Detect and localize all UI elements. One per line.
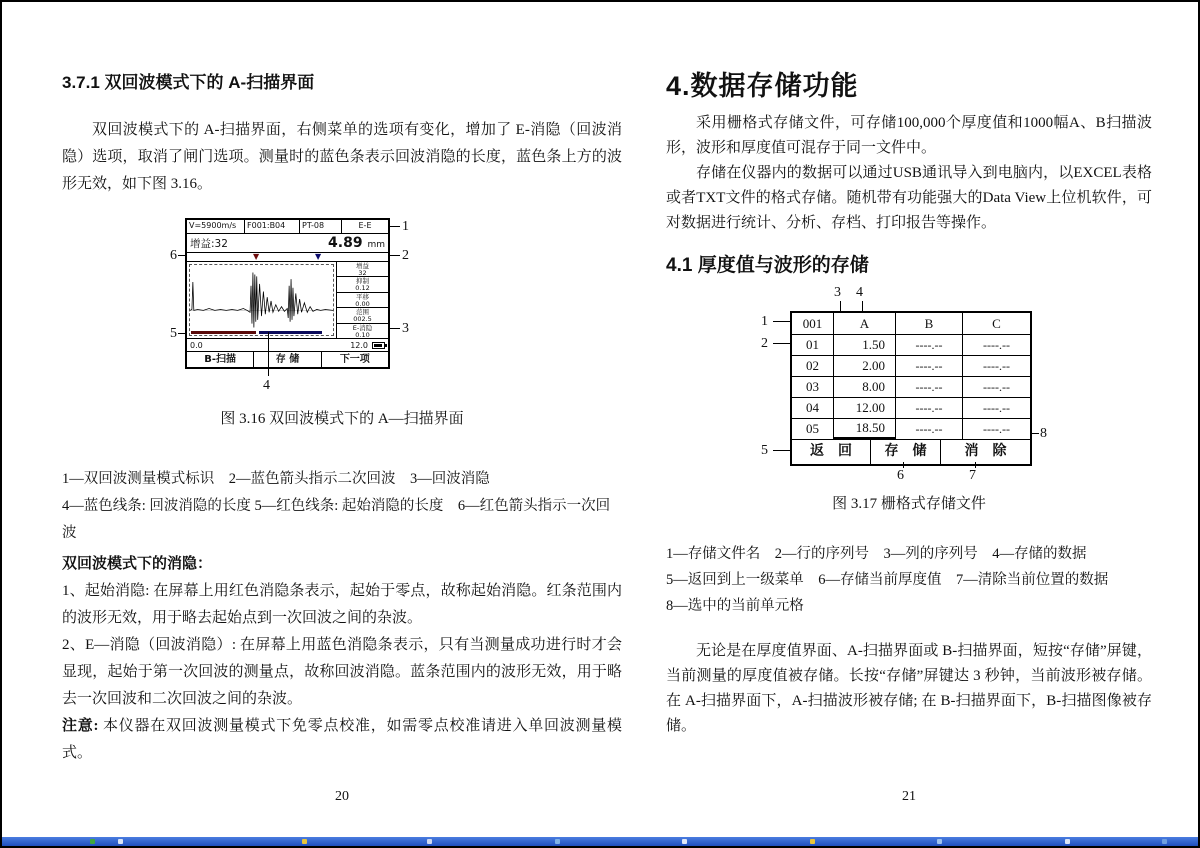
callout-3: 3 — [834, 285, 841, 300]
empty-cell: ----.-- — [963, 377, 1030, 398]
thickness-value: 4.89 — [328, 235, 363, 251]
thickness-cell: 12.00 — [834, 398, 896, 419]
callout-line — [840, 301, 841, 311]
scale-max: 12.0 — [350, 340, 368, 350]
scale-row — [187, 338, 388, 351]
taskbar-icon[interactable] — [1162, 839, 1167, 844]
column-header-c: C — [963, 313, 1030, 335]
start-blanking-bar — [191, 331, 255, 334]
subsection-heading: 双回波模式下的消隐： — [62, 556, 213, 572]
empty-cell: ----.-- — [963, 335, 1030, 356]
callout-line — [975, 462, 976, 468]
table-row — [792, 398, 1030, 419]
softkey-store: 存 储 — [871, 440, 941, 464]
menu-label: 抑制 — [356, 277, 369, 286]
callout-line — [773, 450, 790, 451]
callout-6: 6 — [170, 248, 177, 263]
manual-page-left — [62, 58, 622, 767]
row-number: 03 — [792, 377, 834, 398]
echo-marker-row — [187, 253, 388, 262]
callout-5: 5 — [761, 443, 768, 458]
row-number: 04 — [792, 398, 834, 419]
callout-line — [178, 255, 185, 256]
softkey-menu — [187, 351, 388, 367]
menu-value: 0.12 — [355, 284, 370, 293]
paragraph-note — [62, 713, 622, 767]
taskbar-icon[interactable] — [810, 839, 815, 844]
gauge-screen — [185, 218, 390, 369]
callout-line — [903, 462, 904, 468]
waveform-main-area — [187, 262, 388, 338]
file-readout: F001:B04 — [245, 220, 300, 233]
callout-1: 1 — [402, 219, 409, 234]
softkey-bscan: B-扫描 — [187, 352, 254, 367]
row-number: 02 — [792, 356, 834, 377]
gauge-status-bar — [187, 220, 388, 234]
menu-value: 0.10 — [355, 330, 370, 339]
callout-8: 8 — [1040, 426, 1047, 441]
taskbar-icon[interactable] — [937, 839, 942, 844]
callout-line — [390, 226, 400, 227]
figure-legend-line1: 1—双回波测量模式标识 2—蓝色箭头指示二次回波 3—回波消隐 — [62, 471, 490, 487]
menu-item-shift — [337, 293, 388, 308]
thickness-readout — [328, 235, 385, 251]
section-heading-41: 4.1 厚度值与波形的存储 — [666, 255, 869, 276]
callout-line — [1032, 433, 1039, 434]
taskbar — [2, 837, 1198, 846]
thickness-cell: 1.50 — [834, 335, 896, 356]
thickness-cell: 8.00 — [834, 377, 896, 398]
row-number: 01 — [792, 335, 834, 356]
mode-readout: E-E — [358, 221, 372, 230]
paragraph-item2: 2、E—消隐（回波消隐）: 在屏幕上用蓝色消隐条表示，只有当测量成功进行时才会显现，起始于第一次回波的测量点，故称回波消隐。蓝条范围内的波形无效，用于略去一次回波和二次回波之间的杂波。 — [62, 637, 622, 707]
empty-cell: ----.-- — [963, 419, 1030, 440]
storage-table-header — [792, 313, 1030, 335]
callout-5: 5 — [170, 326, 177, 341]
table-row — [792, 335, 1030, 356]
paragraph-item1: 1、起始消隐: 在屏幕上用红色消隐条表示，起始于零点，故称起始消隐。红条范围内的波形无效，用于略去起始点到一次回波之间的杂波。 — [62, 583, 622, 626]
thickness-unit: mm — [367, 240, 385, 250]
thickness-cell: 2.00 — [834, 356, 896, 377]
velocity-readout: V=5900m/s — [187, 220, 245, 233]
file-name-cell: 001 — [792, 313, 834, 335]
page-number-right: 21 — [902, 789, 916, 804]
table-row — [792, 356, 1030, 377]
menu-item-eblank — [337, 324, 388, 338]
menu-label: 范围 — [356, 308, 369, 317]
paragraph-storage1: 采用栅格式存储文件，可存储100,000个厚度值和1000幅A、B扫描波形，波形和厚度值可混存于同一文件中。 — [666, 115, 1152, 156]
callout-7: 7 — [969, 468, 976, 483]
gauge-side-menu — [336, 262, 388, 338]
selected-cell: 18.50 — [834, 419, 896, 440]
paragraph-storage3: 无论是在厚度值界面、A-扫描界面或 B-扫描界面，短按“存储”屏键，当前测量的厚度值被存储。长按“存储”屏键达 3 秒钟，当前波形被存储。在 A-扫描界面下，A-扫描波形被存储; 在 B-扫描界面下，B-扫描图像被存储。 — [666, 643, 1152, 734]
menu-label: 增益 — [356, 262, 369, 270]
scale-min: 0.0 — [190, 340, 203, 350]
gauge-reading-row — [187, 234, 388, 253]
menu-item-gain — [337, 262, 388, 277]
empty-cell: ----.-- — [896, 356, 963, 377]
table-row — [792, 419, 1030, 440]
storage-table — [790, 311, 1032, 466]
callout-line — [862, 301, 863, 311]
menu-label: E-消隐 — [352, 323, 373, 332]
figure-caption: 图 3.16 双回波模式下的 A—扫描界面 — [220, 411, 464, 427]
menu-value: 32 — [358, 269, 367, 277]
callout-3: 3 — [402, 321, 409, 336]
second-echo-arrow-icon: ▼ — [315, 252, 322, 261]
taskbar-icon[interactable] — [302, 839, 307, 844]
note-label: 注意: — [62, 718, 103, 734]
figure-storage-grid — [666, 287, 1152, 489]
section-heading: 3.7.1 双回波模式下的 A-扫描界面 — [62, 73, 315, 92]
figure-legend-line3: 8—选中的当前单元格 — [666, 598, 804, 614]
callout-6: 6 — [897, 468, 904, 483]
empty-cell: ----.-- — [963, 398, 1030, 419]
row-number: 05 — [792, 419, 834, 440]
softkey-back: 返 回 — [792, 440, 871, 464]
callout-line — [773, 343, 790, 344]
empty-cell: ----.-- — [896, 398, 963, 419]
figure-legend-line2: 4—蓝色线条: 回波消隐的长度 5—红色线条: 起始消隐的长度 6—红色箭头指示一次回波 — [62, 498, 611, 541]
column-header-b: B — [896, 313, 963, 335]
taskbar-icon[interactable] — [427, 839, 432, 844]
storage-softkeys — [792, 440, 1030, 464]
empty-cell: ----.-- — [896, 335, 963, 356]
softkey-delete: 消 除 — [964, 444, 1007, 459]
taskbar-icon[interactable] — [555, 839, 560, 844]
note-text: 本仪器在双回波测量模式下免零点校准，如需零点校准请进入单回波测量模式。 — [62, 718, 622, 761]
figure-ascan-screen — [62, 218, 622, 396]
gain-readout: 增益:32 — [190, 237, 228, 250]
callout-line — [268, 332, 269, 376]
callout-2: 2 — [761, 336, 768, 351]
empty-cell: ----.-- — [896, 377, 963, 398]
taskbar-icon[interactable] — [682, 839, 687, 844]
figure-caption: 图 3.17 栅格式存储文件 — [832, 496, 986, 512]
figure-legend-line2: 5—返回到上一级菜单 6—存储当前厚度值 7—清除当前位置的数据 — [666, 572, 1109, 588]
scale-max-group — [350, 341, 385, 350]
softkey-next: 下一项 — [339, 354, 370, 365]
paragraph-storage2: 存储在仪器内的数据可以通过USB通讯导入到电脑内，以EXCEL表格或者TXT文件的格式存储。随机带有功能强大的Data View上位机软件，可对数据进行统计、分析、存档、打印报告等操作。 — [666, 165, 1152, 231]
manual-page-right — [666, 58, 1152, 739]
taskbar-icon[interactable] — [90, 839, 95, 844]
menu-label: 平移 — [356, 292, 369, 301]
menu-value: 002.5 — [353, 315, 372, 324]
callout-line — [178, 333, 185, 334]
figure-legend-line1: 1—存储文件名 2—行的序列号 3—列的序列号 4—存储的数据 — [666, 546, 1087, 562]
column-header-a: A — [834, 313, 896, 335]
softkey-save: 存 储 — [254, 352, 321, 367]
menu-item-range — [337, 308, 388, 323]
table-row — [792, 377, 1030, 398]
callout-1: 1 — [761, 314, 768, 329]
callout-2: 2 — [402, 248, 409, 263]
callout-4: 4 — [263, 378, 270, 393]
battery-icon — [372, 342, 385, 349]
paragraph-intro: 双回波模式下的 A-扫描界面，右侧菜单的选项有变化，增加了 E-消隐（回波消隐）选项，取消了闸门选项。测量时的蓝色条表示回波消隐的长度，蓝色条上方的波形无效，如下图 3.16。 — [62, 122, 622, 192]
empty-cell: ----.-- — [896, 419, 963, 440]
callout-4: 4 — [856, 285, 863, 300]
empty-cell: ----.-- — [963, 356, 1030, 377]
first-echo-arrow-icon: ▼ — [253, 252, 260, 261]
taskbar-icon[interactable] — [118, 839, 123, 844]
menu-value: 0.00 — [355, 299, 370, 308]
taskbar-icon[interactable] — [1065, 839, 1070, 844]
page-number-left: 20 — [335, 789, 349, 804]
waveform-plot — [189, 264, 334, 336]
probe-readout: PT-08 — [300, 220, 342, 233]
callout-line — [390, 255, 400, 256]
callout-line — [773, 321, 790, 322]
callout-line — [390, 328, 400, 329]
menu-item-reject — [337, 277, 388, 292]
chapter-heading: 4.数据存储功能 — [666, 71, 859, 101]
waveform-svg — [190, 265, 333, 335]
